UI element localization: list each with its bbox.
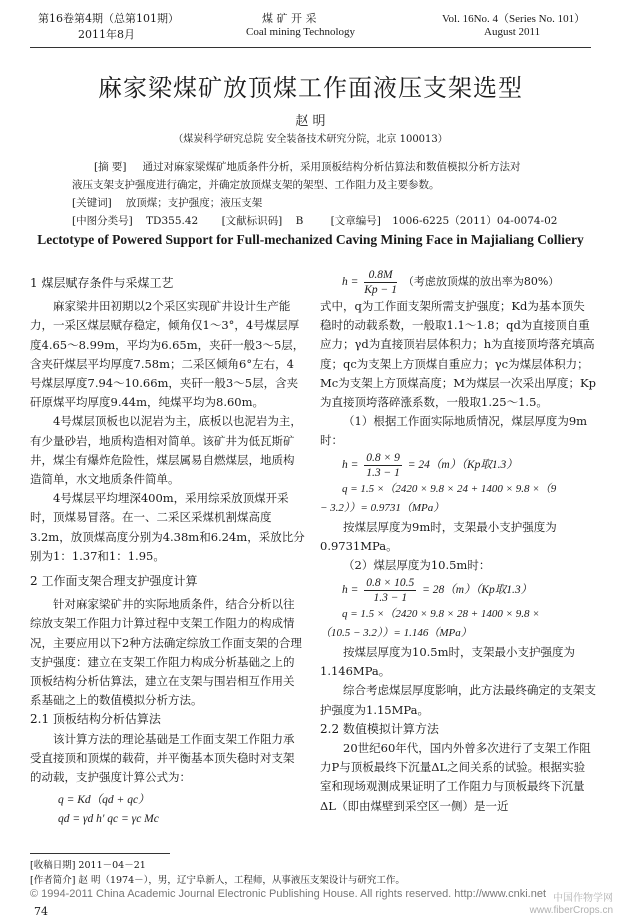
paragraph: 按煤层厚度为10.5m时，支架最小支护强度为1.146MPa。 bbox=[320, 645, 576, 679]
journal-volume-en: Vol. 16No. 4（Series No. 101） bbox=[442, 13, 586, 25]
abstract-label: [摘 要] bbox=[94, 161, 127, 173]
journal-name-cn: 煤 矿 开 采 bbox=[262, 12, 317, 25]
paragraph: 针对麻家梁矿井的实际地质条件，结合分析以往综放支架工作阻力计算过程中支架工作阻力的构成情况，主要应用以下2种方法确定综放工作面支架的合理支护强度：建立在支架工作阻力构成分析基础之上的顶板结构分析估算法，建立在支架与围岩相互作用关系基础之上的数值模拟分析方法。 bbox=[30, 597, 302, 708]
header-rule bbox=[30, 47, 591, 48]
watermark bbox=[530, 893, 613, 917]
journal-name-en: Coal mining Technology bbox=[246, 26, 356, 38]
section-1-heading: 1 煤层赋存条件与采煤工艺 bbox=[30, 276, 174, 290]
journal-date-en: August 2011 bbox=[484, 26, 541, 38]
eq-result: = 24（m）（Kp取1.3） bbox=[407, 458, 518, 471]
fraction bbox=[364, 451, 402, 480]
case-1-heading: （1）根据工作面实际地质情况，煤层厚度为9m时： bbox=[320, 414, 588, 448]
author-bio: [作者简介] 赵 明（1974－），男，辽宁阜新人，工程师，从事液压支架设计与研究工作。 bbox=[30, 875, 405, 886]
equation-case-2-q: q = 1.5 ×（2420 × 9.8 × 28 + 1400 × 9.8 × bbox=[342, 607, 540, 620]
section-2-heading: 2 工作面支架合理支护强度计算 bbox=[30, 574, 198, 589]
footnote-rule bbox=[30, 853, 170, 854]
equation-caving-height bbox=[342, 268, 596, 297]
equation-case-1-h bbox=[342, 451, 596, 480]
equation-self-weight: qd = γd h′ qc = γc Mc bbox=[58, 813, 159, 826]
author: 赵 明 bbox=[295, 114, 326, 129]
numerator: 0.8 × 9 bbox=[366, 451, 400, 464]
abstract bbox=[72, 158, 562, 230]
fraction bbox=[364, 576, 416, 605]
abstract-line-1: 通过对麻家梁煤矿地质条件分析，采用顶板结构分析估算法和数值模拟分析方法对 bbox=[142, 161, 521, 173]
page-number: 74 bbox=[34, 905, 48, 918]
denominator: Kp − 1 bbox=[364, 284, 397, 296]
paragraph: 按煤层厚度为9m时，支架最小支护强度为0.9731MPa。 bbox=[320, 520, 557, 554]
paragraph: 综合考虑煤层厚度影响，此方法最终确定的支架支护强度为1.15MPa。 bbox=[320, 683, 596, 717]
watermark-line-2: www.fiberCrops.cn bbox=[529, 905, 613, 916]
received-date: [收稿日期] 2011－04－21 bbox=[30, 860, 146, 871]
paper-title: 麻家梁煤矿放顶煤工作面液压支架选型 bbox=[98, 74, 523, 102]
article-number-label: [文章编号] bbox=[330, 215, 381, 227]
paragraph: 4号煤层平均埋深400m，采用综采放顶煤开采时，顶煤易冒落。在一、二采区采煤机割煤高度3.2m，放顶煤高度分别为4.38m和6.24m，采放比分别为1：1.37和1：1.95。 bbox=[30, 491, 305, 563]
fraction bbox=[364, 268, 397, 297]
equation-case-1-q-cont: − 3.2））= 0.9731（MPa） bbox=[320, 501, 445, 514]
equation-case-1-q: q = 1.5 ×（2420 × 9.8 × 24 + 1400 × 9.8 ×（9 bbox=[342, 482, 557, 495]
left-column bbox=[30, 268, 305, 830]
clc-value: TD355.42 bbox=[146, 215, 199, 227]
watermark-line-1: 中国作物学网 bbox=[553, 893, 613, 904]
keywords: 放顶煤；支护强度；液压支架 bbox=[125, 197, 263, 209]
denominator: 1.3 − 1 bbox=[373, 591, 408, 604]
denominator: 1.3 − 1 bbox=[366, 466, 400, 479]
numerator: 0.8 × 10.5 bbox=[366, 576, 415, 589]
keywords-label: [关键词] bbox=[72, 197, 112, 209]
eq-lhs: h = bbox=[342, 276, 359, 289]
equation-case-2-h bbox=[342, 576, 596, 605]
copyright: © 1994-2011 China Academic Journal Electronic Publishing House. All rights reserved. http://www.cnki.net bbox=[30, 888, 547, 900]
abstract-line-2: 液压支架支护强度进行确定，并确定放顶煤支架的架型、工作阻力及主要参数。 bbox=[72, 179, 440, 191]
equation-support-intensity: q = Kd（qd + qc） bbox=[58, 794, 150, 807]
article-number-value: 1006-6225（2011）04-0074-02 bbox=[392, 215, 558, 227]
paragraph: 该计算方法的理论基础是工作面支架工作阻力承受直接顶和顶煤的载荷，并平衡基本顶失稳时对支架的动载，支护强度计算公式为： bbox=[30, 731, 295, 785]
eq-result: = 28（m）（Kp取1.3） bbox=[422, 583, 533, 596]
numerator: 0.8M bbox=[364, 268, 397, 283]
clc-label: [中图分类号] bbox=[72, 215, 133, 227]
eq-note: （考虑放顶煤的放出率为80%） bbox=[402, 275, 560, 289]
section-2-1-heading: 2.1 顶板结构分析估算法 bbox=[30, 712, 161, 727]
english-title: Lectotype of Powered Support for Full-mechanized Caving Mining Face in Majialiang Colliery bbox=[37, 232, 584, 247]
paragraph: 式中，q为工作面支架所需支护强度；Kd为基本顶失稳时的动载系数，一般取1.1～1.8；qd为直接顶自重应力；γd为直接顶岩层体积力；h为直接顶垮落充填高度；qc为支架上方顶煤自重应力；γc为煤层体积力；Mc为支架上方顶煤高度；M为煤层一次采出厚度；Kp为直接顶垮落碎涨系数，一般取1.25～1.5。 bbox=[320, 299, 596, 410]
doc-code-value: B bbox=[295, 215, 304, 227]
eq-lhs: h = bbox=[342, 458, 359, 471]
affiliation: （煤炭科学研究总院 安全装备技术研究分院，北京 100013） bbox=[173, 134, 448, 145]
paragraph: 20世纪60年代，国内外曾多次进行了支架工作阻力P与顶板最终下沉量ΔL之间关系的试验。根据实验室和现场观测成果证明了工作阻力与顶板最终下沉量ΔL（即由煤壁到采空区一侧）是一近 bbox=[320, 741, 591, 813]
journal-date: 2011年8月 bbox=[78, 28, 135, 41]
case-2-heading: （2）煤层厚度为10.5m时： bbox=[343, 558, 491, 573]
eq-lhs: h = bbox=[342, 583, 359, 596]
doc-code-label: [文献标识码] bbox=[221, 215, 283, 227]
section-2-2-heading: 2.2 数值模拟计算方法 bbox=[320, 721, 439, 736]
equation-case-2-q-cont: （10.5 − 3.2））= 1.146（MPa） bbox=[320, 626, 472, 639]
paragraph: 4号煤层顶板也以泥岩为主，底板以也泥岩为主，有少量砂岩，地质构造相对简单。该矿井为低瓦斯矿井，煤尘有爆炸危险性，煤层属易自燃煤层，地质构造简单，水文地质条件简单。 bbox=[30, 414, 302, 487]
paragraph: 麻家梁井田初期以2个采区实现矿井设计生产能力，一采区煤层赋存稳定，倾角仅1～3°，4号煤层厚度4.65～8.99m，平均为6.65m，夹矸一般3～5层，含夹矸煤层平均厚度7.58m；二采区倾角6°左右，4号煤层厚度7.94～10.66m，夹矸一般3～5层，含夹矸原煤平均厚度9.44m，纯煤平均为8.60m。 bbox=[30, 299, 305, 410]
right-column bbox=[320, 268, 596, 816]
journal-issue: 第16卷第4期（总第101期） bbox=[38, 12, 179, 25]
